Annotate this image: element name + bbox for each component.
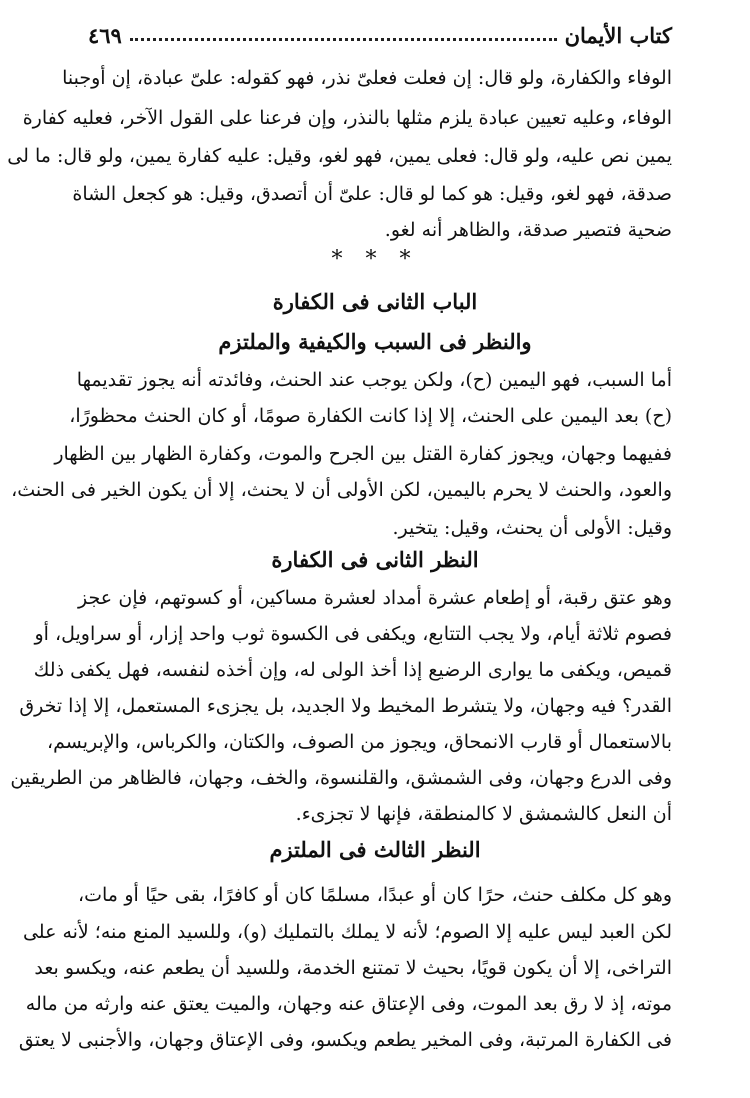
chapter-subtitle: والنظر فى السبب والكيفية والملتزم xyxy=(218,329,532,354)
text-line: التراخى، إلا أن يكون قويًا، بحيث لا تمتنع الخدمة، وللسيد أن يطعم عنه، ويكسو بعد xyxy=(34,957,672,979)
text-line: والعود، والحنث لا يحرم باليمين، لكن الأولى أن لا يحنث، إلا أن يكون الخير فى الحنث، xyxy=(11,479,672,501)
text-line: (ح) بعد اليمين على الحنث، إلا إذا كانت الكفارة صومًا، أو كان الحنث محظورًا، xyxy=(69,405,672,427)
text-line: لكن العبد ليس عليه إلا الصوم؛ لأنه لا يملك بالتمليك (و)، وللسيد المنع منه؛ لأنه على xyxy=(22,921,672,943)
section-heading: النظر الثالث فى الملتزم xyxy=(269,837,481,862)
text-line: فى الكفارة المرتبة، وفى المخير يطعم ويكسو، وفى الإعتاق وجهان، والأجنبى لا يعتق xyxy=(18,1029,672,1051)
text-line: صدقة، فهو لغو، وقيل: هو كما لو قال: علىّ أن أتصدق، وقيل: هو كجعل الشاة xyxy=(72,183,672,205)
text-line: موته، إذ لا رق بعد الموت، وفى الإعتاق عنه وجهان، والميت يعتق عنه وارثه من ماله xyxy=(25,993,672,1015)
section-separator: * * * xyxy=(331,247,419,272)
text-line: وهو عتق رقبة، أو إطعام عشرة أمداد لعشرة مساكين، أو كسوتهم، فإن عجز xyxy=(78,587,672,609)
text-line: قميص، ويكفى ما يوارى الرضيع إذا أخذ الولى له، وإن أخذه لنفسه، فهل يكفى ذلك xyxy=(33,659,672,681)
chapter-title: الباب الثانى فى الكفارة xyxy=(272,289,478,314)
text-line: يمين نص عليه، ولو قال: فعلى يمين، فهو لغو، وقيل: عليه كفارة يمين، ولو قال: ما لى xyxy=(7,145,672,167)
text-line: وفى الدرع وجهان، وفى الشمشق، والقلنسوة، والخف، وجهان، فالظاهر من الطريقين xyxy=(10,767,672,789)
text-line: ففيهما وجهان، ويجوز كفارة القتل بين الجرح والموت، وكفارة الظهار بين الظهار xyxy=(54,443,672,465)
text-line: فصوم ثلاثة أيام، ولا يجب التتابع، ويكفى فى الكسوة ثوب واحد إزار، أو سراويل، أو xyxy=(34,623,672,645)
page-header xyxy=(88,20,672,50)
header-dot-leader xyxy=(130,38,557,41)
text-line: الوفاء، وعليه تعيين عبادة يلزم مثلها بالنذر، وإن فرعنا على القول الآخر، فعليه كفارة xyxy=(22,107,672,129)
running-title: كتاب الأيمان xyxy=(564,22,672,48)
page-number: ٤٦٩ xyxy=(88,22,122,48)
section-heading: النظر الثانى فى الكفارة xyxy=(271,547,479,572)
text-line: بالاستعمال أو قارب الانمحاق، ويجوز من الصوف، والكتان، والكرباس، والإبريسم، xyxy=(47,731,672,753)
text-line: القدر؟ فيه وجهان، ولا يتشرط المخيط ولا الجديد، بل يجزىء المستعمل، إلا إذا تخرق xyxy=(19,695,672,717)
text-line: ضحية فتصير صدقة، والظاهر أنه لغو. xyxy=(384,219,672,241)
text-line: وقيل: الأولى أن يحنث، وقيل: يتخير. xyxy=(392,517,672,539)
text-line: أما السبب، فهو اليمين (ح)، ولكن يوجب عند الحنث، وفائدته أنه يجوز تقديمها xyxy=(76,369,672,391)
text-line: الوفاء والكفارة، ولو قال: إن فعلت فعلىّ نذر، فهو كقوله: علىّ عبادة، إن أوجبنا xyxy=(62,67,672,89)
text-line: أن النعل كالشمشق لا كالمنطقة، فإنها لا تجزىء. xyxy=(295,803,672,825)
text-line: وهو كل مكلف حنث، حرًا كان أو عبدًا، مسلمًا كان أو كافرًا، بقى حيًا أو مات، xyxy=(78,884,672,906)
